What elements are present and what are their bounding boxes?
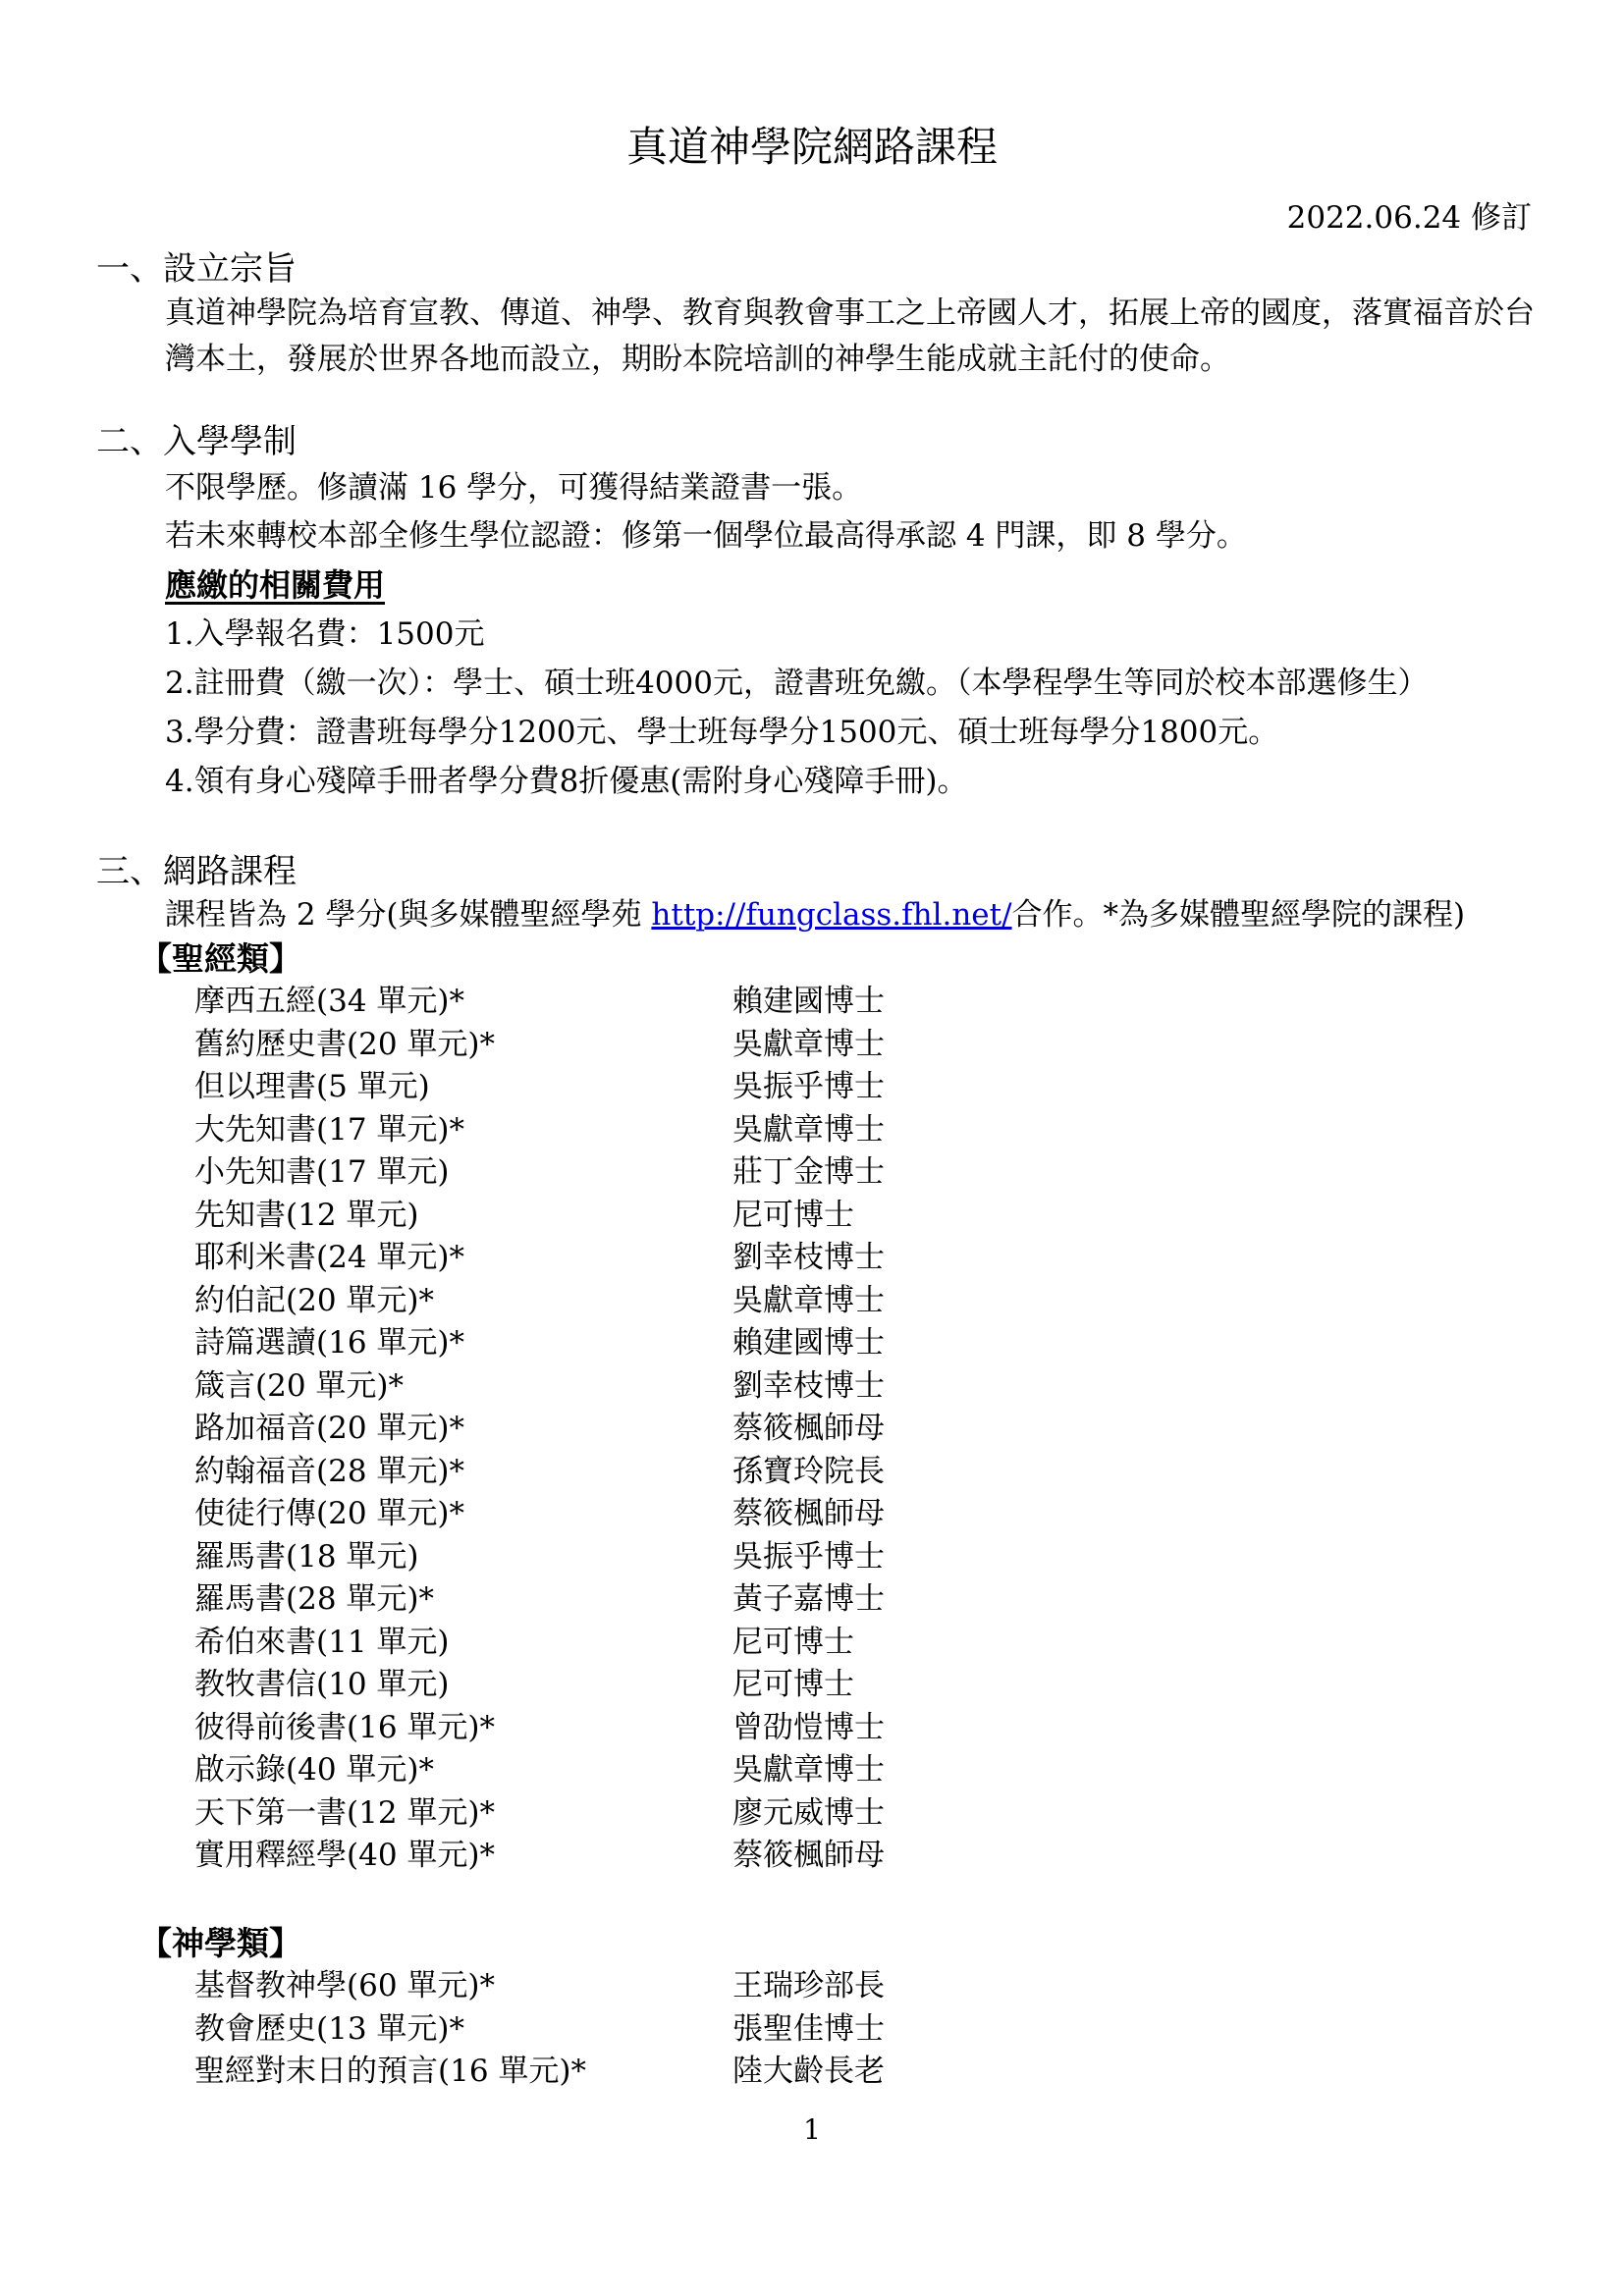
course-row bbox=[194, 1578, 980, 1622]
course-teacher: 吳獻章博士 bbox=[732, 1282, 885, 1318]
course-name: 約伯記(20 單元)* bbox=[194, 1282, 434, 1318]
intro-text-before: 課程皆為 2 學分(與多媒體聖經學苑 bbox=[165, 897, 652, 933]
course-teacher: 王瑞珍部長 bbox=[732, 1968, 885, 2003]
course-row bbox=[194, 1707, 980, 1750]
course-row bbox=[194, 1536, 980, 1579]
course-row bbox=[194, 1237, 980, 1280]
fee-item: 2.註冊費（繳一次）：學士、碩士班4000元，證書班免繳。（本學程學生等同於校本部選修生） bbox=[165, 666, 1429, 701]
course-teacher: 尼可博士 bbox=[732, 1624, 854, 1660]
fee-item: 3.學分費：證書班每學分1200元、學士班每學分1500元、碩士班每學分1800元。 bbox=[165, 715, 1279, 750]
course-row bbox=[194, 1493, 980, 1536]
course-name: 大先知書(17 單元)* bbox=[194, 1111, 464, 1148]
course-name: 箴言(20 單元)* bbox=[194, 1367, 404, 1404]
course-row bbox=[194, 1622, 980, 1665]
course-row bbox=[194, 1024, 980, 1067]
course-teacher: 吳獻章博士 bbox=[732, 1111, 885, 1148]
page-number: 1 bbox=[803, 2113, 821, 2146]
course-teacher: 張聖佳博士 bbox=[732, 2010, 885, 2047]
course-name: 舊約歷史書(20 單元)* bbox=[194, 1026, 495, 1062]
theology-course-list bbox=[194, 1965, 980, 2094]
course-row bbox=[194, 981, 980, 1024]
course-teacher: 莊丁金博士 bbox=[732, 1154, 885, 1190]
course-row bbox=[194, 2008, 980, 2052]
course-name: 啟示錄(40 單元)* bbox=[194, 1752, 434, 1788]
course-row bbox=[194, 1322, 980, 1365]
course-name: 彼得前後書(16 單元)* bbox=[194, 1709, 495, 1745]
course-row bbox=[194, 1749, 980, 1792]
course-teacher: 孫寶玲院長 bbox=[732, 1453, 885, 1489]
course-name: 小先知書(17 單元) bbox=[194, 1154, 450, 1190]
course-name: 教會歷史(13 單元)* bbox=[194, 2010, 464, 2047]
course-teacher: 劉幸枝博士 bbox=[732, 1367, 885, 1404]
course-name: 使徒行傳(20 單元)* bbox=[194, 1496, 464, 1531]
course-row bbox=[194, 1792, 980, 1836]
course-name: 先知書(12 單元) bbox=[194, 1197, 419, 1233]
document-title: 真道神學院網路課程 bbox=[625, 123, 998, 171]
course-row bbox=[194, 1451, 980, 1494]
course-row bbox=[194, 1151, 980, 1195]
course-name: 實用釋經學(40 單元)* bbox=[194, 1838, 495, 1873]
course-row bbox=[194, 1365, 980, 1409]
section-heading-online-courses: 三、網路課程 bbox=[96, 852, 297, 891]
course-teacher: 廖元威博士 bbox=[732, 1794, 885, 1831]
course-teacher: 蔡筱楓師母 bbox=[732, 1496, 885, 1531]
course-teacher: 劉幸枝博士 bbox=[732, 1240, 885, 1275]
course-teacher: 陸大齡長老 bbox=[732, 2054, 885, 2089]
courses-intro bbox=[165, 893, 1465, 936]
course-name: 羅馬書(18 單元) bbox=[194, 1538, 419, 1575]
section-heading-admission: 二、入學學制 bbox=[96, 422, 297, 461]
course-name: 教牧書信(10 單元) bbox=[194, 1667, 450, 1702]
course-name: 聖經對末日的預言(16 單元)* bbox=[194, 2054, 586, 2089]
admission-line-1: 不限學歷。修讀滿 16 學分，可獲得結業證書一張。 bbox=[165, 470, 863, 506]
course-teacher: 尼可博士 bbox=[732, 1667, 854, 1702]
course-teacher: 蔡筱楓師母 bbox=[732, 1838, 885, 1873]
fee-item: 4.領有身心殘障手冊者學分費8折優惠(需附身心殘障手冊)。 bbox=[165, 764, 968, 799]
revision-date: 2022.06.24 修訂 bbox=[1286, 200, 1532, 236]
course-row bbox=[194, 1408, 980, 1451]
intro-text-after: 合作。*為多媒體聖經學院的課程) bbox=[1011, 897, 1466, 933]
course-teacher: 蔡筱楓師母 bbox=[732, 1411, 885, 1446]
section-heading-purpose: 一、設立宗旨 bbox=[96, 249, 297, 289]
fees-heading: 應繳的相關費用 bbox=[165, 566, 386, 604]
course-name: 羅馬書(28 單元)* bbox=[194, 1581, 434, 1617]
course-row bbox=[194, 1965, 980, 2008]
purpose-paragraph: 真道神學院為培育宣教、傳道、神學、教育與教會事工之上帝國人才，拓展上帝的國度，落實福音於台灣本土，發展於世界各地而設立，期盼本院培訓的神學生能成就主託付的使命。 bbox=[165, 295, 1535, 377]
course-row bbox=[194, 1195, 980, 1238]
course-name: 希伯來書(11 單元) bbox=[194, 1624, 450, 1660]
course-name: 摩西五經(34 單元)* bbox=[194, 984, 464, 1019]
course-name: 耶利米書(24 單元)* bbox=[194, 1240, 464, 1275]
course-teacher: 賴建國博士 bbox=[732, 1325, 885, 1361]
course-teacher: 吳獻章博士 bbox=[732, 1026, 885, 1062]
course-name: 但以理書(5 單元) bbox=[194, 1069, 430, 1104]
course-name: 詩篇選讀(16 單元)* bbox=[194, 1325, 464, 1361]
fungclass-link[interactable]: http://fungclass.fhl.net/ bbox=[651, 897, 1012, 933]
course-row bbox=[194, 2051, 980, 2094]
bible-course-list bbox=[194, 981, 980, 1878]
course-row bbox=[194, 1066, 980, 1109]
course-name: 路加福音(20 單元)* bbox=[194, 1411, 464, 1446]
course-teacher: 吳獻章博士 bbox=[732, 1752, 885, 1788]
course-row bbox=[194, 1664, 980, 1707]
course-teacher: 曾劭愷博士 bbox=[732, 1709, 885, 1745]
course-row bbox=[194, 1109, 980, 1152]
course-row bbox=[194, 1280, 980, 1323]
course-teacher: 尼可博士 bbox=[732, 1197, 854, 1233]
bible-category-heading: 【聖經類】 bbox=[139, 939, 301, 978]
course-teacher: 黃子嘉博士 bbox=[732, 1581, 885, 1617]
theology-category-heading: 【神學類】 bbox=[139, 1924, 301, 1962]
course-teacher: 吳振乎博士 bbox=[732, 1538, 885, 1575]
admission-line-2: 若未來轉校本部全修生學位認證：修第一個學位最高得承認 4 門課，即 8 學分。 bbox=[165, 518, 1247, 554]
course-name: 天下第一書(12 單元)* bbox=[194, 1794, 495, 1831]
course-row bbox=[194, 1835, 980, 1878]
course-teacher: 吳振乎博士 bbox=[732, 1069, 885, 1104]
course-teacher: 賴建國博士 bbox=[732, 984, 885, 1019]
fee-item: 1.入學報名費：1500元 bbox=[165, 616, 485, 652]
course-name: 基督教神學(60 單元)* bbox=[194, 1968, 495, 2003]
course-name: 約翰福音(28 單元)* bbox=[194, 1453, 464, 1489]
